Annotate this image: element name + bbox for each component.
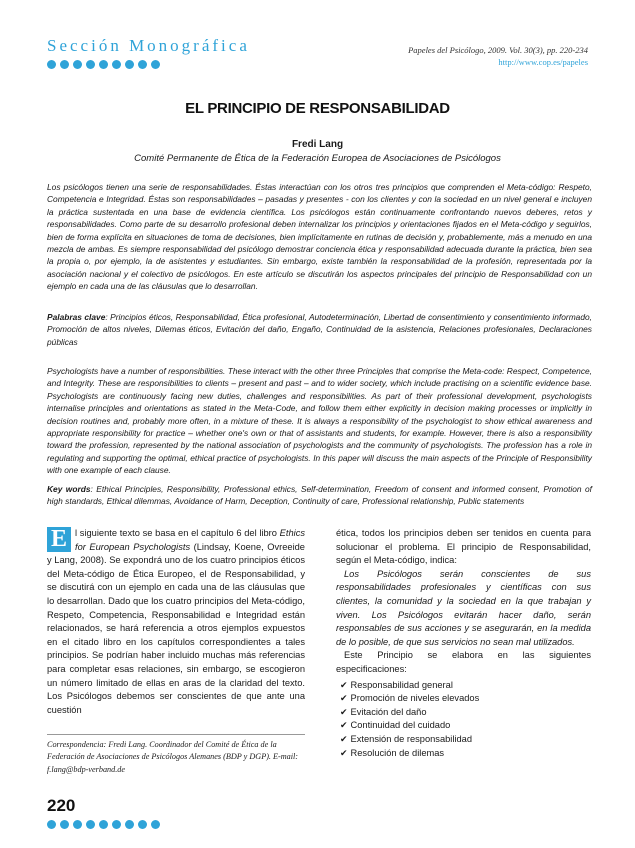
list-item: ✔ Promoción de niveles elevados [340,693,480,704]
footer-dots [47,820,160,829]
header-dots [47,60,227,69]
keywords-spanish-label: Palabras clave [47,312,106,322]
keywords-spanish [47,311,592,348]
body-left-column [47,527,305,717]
check-icon: ✔ [340,747,348,758]
decorative-dot [151,60,160,69]
author-affiliation: Comité Permanente de Ética de la Federación Europea de Asociaciones de Psicólogos [134,153,501,164]
body-right-column [336,527,591,760]
correspondence-label: Correspondencia: [47,740,107,749]
keywords-english [47,483,592,508]
journal-url-link[interactable]: http://www.cop.es/papeles [498,57,588,67]
article-title: EL PRINCIPIO DE RESPONSABILIDAD [185,100,450,117]
decorative-dot [125,820,134,829]
decorative-dot [86,60,95,69]
correspondence-note [47,739,305,776]
keywords-spanish-text: : Principios éticos, Responsabilidad, Ética profesional, Autodeterminación, Libertad de consentimiento y consentimiento informado, Promoción de altos niveles, Dilemas éticos, Evitación del daño, Engaño, Continuidad de la asistencia, Relaciones profesionales, Declaraciones públicas [47,312,592,347]
principle-quote: Los Psicólogos serán conscientes de sus responsabilidades profesionales y científicas con sus clientes, la comunidad y la sociedad en la que trabajan y viven. Los Psicólogos evitarán hacer daño, serán responsables de sus acciones y se asegurarán, en la medida de lo posible, de que sus servicios no sean mal utilizados. [336,568,591,647]
check-icon: ✔ [340,720,348,731]
decorative-dot [47,820,56,829]
check-icon: ✔ [340,733,348,744]
decorative-dot [60,60,69,69]
right-paragraph-2: Este Principio se elabora en las siguientes especificaciones: [336,650,591,674]
section-title: Sección Monográfica [47,36,250,55]
decorative-dot [138,820,147,829]
page-number: 220 [47,796,76,815]
section-header [47,36,250,69]
footnote-divider [47,734,305,735]
intro-rest: (Lindsay, Koene, Ovreeide y Lang, 2008). Se expondrá uno de los cuatro principios éticos del Meta-código de Ética Europeo, el de Responsabilidad, y se discutirá con un ejemplo en cada una de las cláusulas que lo desarrollan. Dado que los cuatro principios del Meta-código, Respeto, Competencia, Responsabilidad e Integridad están relacionados, se hará referencia a otros ejemplos expuestos en el citado libro en los capítulos correspondientes a tales principios. Se podrían haber incluido muchas más referencias para completar esas relaciones, sin embargo, se escogieron un número limitado de ellas en aras de la claridad del texto. Los Psicólogos debemos ser conscientes de que ante una cuestión [47,541,305,715]
list-item: ✔ Extensión de responsabilidad [340,733,473,744]
keywords-english-text: : Ethical Principles, Responsibility, Professional ethics, Self-determination, Freedom of consent and informed consent, Promotion of high standards, Ethical dilemmas, Avoidance of Harm, Deception, Continuity of care, Professional relationship, Public statements [47,484,592,507]
decorative-dot [73,60,82,69]
decorative-dot [138,60,147,69]
decorative-dot [86,820,95,829]
intro-start: l siguiente texto se basa en el capítulo 6 del libro [75,528,280,538]
list-item: ✔ Responsabilidad general [340,679,453,690]
journal-reference [288,44,588,68]
list-item: ✔ Resolución de dilemas [340,747,445,758]
decorative-dot [151,820,160,829]
decorative-dot [112,60,121,69]
check-icon: ✔ [340,693,348,704]
decorative-dot [99,60,108,69]
drop-cap: E [47,527,71,552]
correspondence-text: Fredi Lang. Coordinador del Comité de Ética de la Federación de Asociaciones de Psicólogos Alemanes (BDP y DGP). E-mail: f.lang@bdp-verband.de [47,740,299,774]
specifications-list [336,679,591,761]
intro-paragraph [47,527,305,717]
list-item: ✔ Evitación del daño [340,706,427,717]
keywords-english-label: Key words [47,484,91,494]
decorative-dot [112,820,121,829]
list-item: ✔ Continuidad del cuidado [340,720,451,731]
right-paragraph-1: ética, todos los principios deben ser tenidos en cuenta para solucionar el problema. El principio de Responsabilidad, según el Meta-código, indica: [336,528,591,566]
decorative-dot [125,60,134,69]
decorative-dot [60,820,69,829]
check-icon: ✔ [340,679,348,690]
abstract-spanish: Los psicólogos tienen una serie de responsabilidades. Éstas interactúan con los otros tres principios que comprenden el Meta-código: Respeto, Competencia e Integridad. Éstas son responsabilidades – pasadas y presentes - con los clientes y con la sociedad en un nivel general e incluyen la práctica sustentada en una base de evidencia científica. Los psicólogos están continuamente confrontando nuevos deberes, retos y responsabilidades. Como parte de su desarrollo profesional deben internalizar los principios y orientaciones fijados en el Meta-código y seguirlos, bien de forma explícita en situaciones de toma de decisiones, bien implícitamente en rutinas de decisión y, probablemente, más a menudo en una mezcla de ambas. Es siempre responsabilidad del psicólogo demostrar conciencia ética y responsabilidad adecuada durante la práctica, bien sea la propia o, por ejemplo, la de asistentes y estudiantes. Sin embargo, existe también la responsabilidad de la profesión, representada por la asociación nacional y el colectivo de psicólogos. En este artículo se discutirán los aspectos principales del principio de Responsabilidad con un ejemplo en cada una de las cláusulas que lo desarrollan. [47,182,592,292]
decorative-dot [73,820,82,829]
abstract-english: Psychologists have a number of responsibilities. These interact with the other three Principles that comprise the Meta-code: Respect, Competence, and Integrity. These are responsibilities to clients – present and past – and to wider society, which include practising on a scientific evidence base. Psychologists are continuously facing new duties, challenges and responsibilities. As part of their professional development, psychologists internalise principles and orientations as stated in the Meta-Code, and follow them either explicitly in decision making processes or implicitly in decision routines and, probably more often, in a mixture of these. It is always a responsibility of the psychologist to show ethical awareness and appropriate responsibility for practice – whether one's own or that of assistants and students, for example. However, there is also a responsibility toward the profession, represented by the national association of psychologists and the community of psychologists. The profession has a role in regulating and supporting the optimal, ethical practice of psychologists. In this paper will discuss the main aspects of the Principle of Responsibility with one example of each clause. [47,366,592,476]
journal-citation: Papeles del Psicólogo, 2009. Vol. 30(3), pp. 220-234 [408,45,588,55]
book-title: Ethics for European Psychologists [75,528,305,552]
check-icon: ✔ [340,706,348,717]
decorative-dot [47,60,56,69]
decorative-dot [99,820,108,829]
article-author: Fredi Lang [291,139,344,150]
